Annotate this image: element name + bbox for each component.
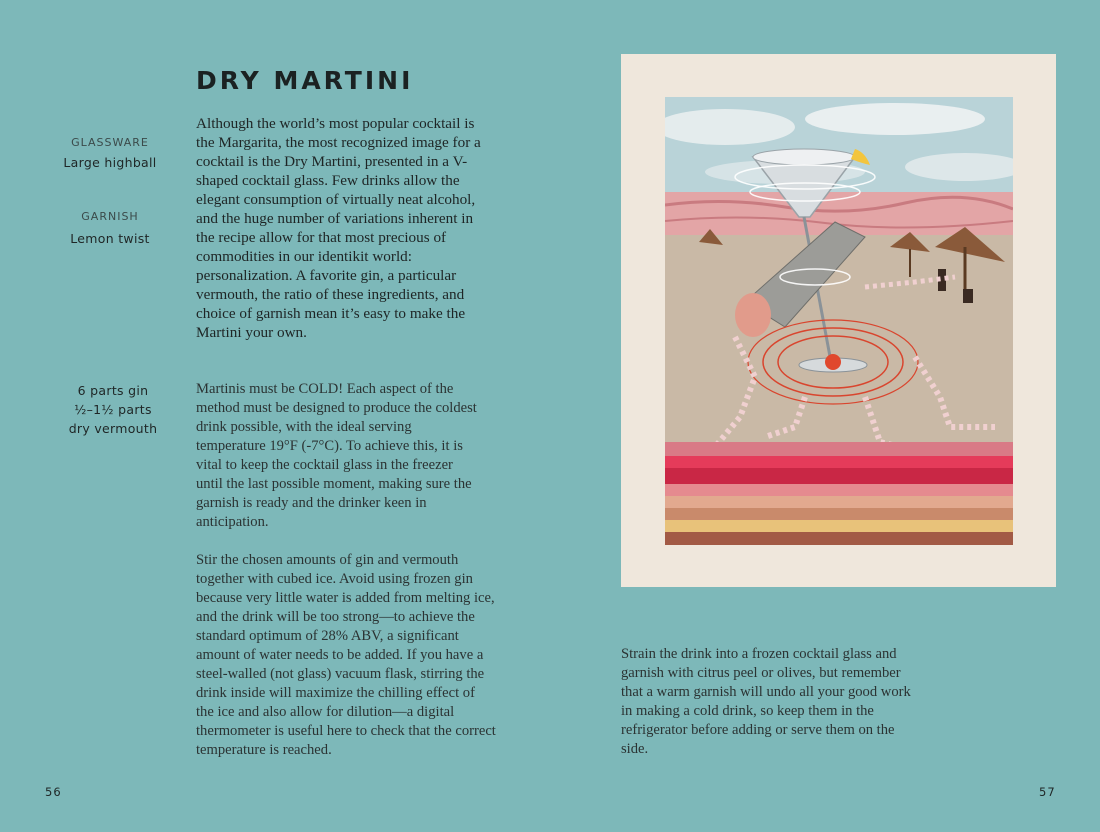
page-number-right: 57: [1039, 785, 1056, 799]
method-paragraph-2: Stir the chosen amounts of gin and vermouth together with cubed ice. Avoid using frozen gin because very little water is added from melting ice, and the drink will be too strong—to achieve the standard optimum of 28% ABV, a significant amount of water needs to be added. If you have a steel-walled (not glass) vacuum flask, stirring the drink inside will maximize the chilling effect of the ice and also allow for dilution—a digital thermometer is useful here to check that the correct temperature is reached.: [196, 552, 496, 758]
method-paragraph-3: Strain the drink into a frozen cocktail glass and garnish with citrus peel or olives, but remember that a warm garnish will undo all your good work in making a cold drink, so keep them in the refrigerator before adding or serve them on the side.: [621, 646, 911, 757]
garnish-label: GARNISH: [81, 210, 139, 223]
page-title: DRY MARTINI: [196, 66, 414, 95]
intro-paragraph: Although the world’s most popular cocktail is the Margarita, the most recognized image for a cocktail is the Dry Martini, presented in a V-shaped cocktail glass. Few drinks allow the elegant consumption of virtually neat alcohol, and the huge number of variations inherent in the recipe allow for that most precious of commodities in our identikit world: personalization. A favorite gin, a particular vermouth, the ratio of these ingredients, and choice of garnish mean it’s easy to make the Martini your own.: [196, 115, 481, 341]
ingredient-item: 6 parts gin: [77, 383, 149, 398]
ingredient-item: dry vermouth: [68, 421, 158, 436]
glassware-label: GLASSWARE: [71, 136, 149, 149]
ingredient-item: ½–1½ parts: [74, 402, 152, 417]
martini-collage-illustration: [665, 97, 1013, 545]
page-number-left: 56: [45, 785, 62, 799]
garnish-value: Lemon twist: [70, 231, 150, 246]
ingredients-list: [40, 381, 186, 438]
method-paragraph-1: Martinis must be COLD! Each aspect of the method must be designed to produce the coldest drink possible, with the ideal serving temperature 19°F (-7°C). To achieve this, it is vital to keep the cocktail glass in the freezer until the last possible moment, making sure the garnish is ready and the drinker keen in anticipation.: [196, 381, 477, 530]
illustration-frame: [621, 54, 1056, 587]
glassware-value: Large highball: [63, 155, 157, 170]
